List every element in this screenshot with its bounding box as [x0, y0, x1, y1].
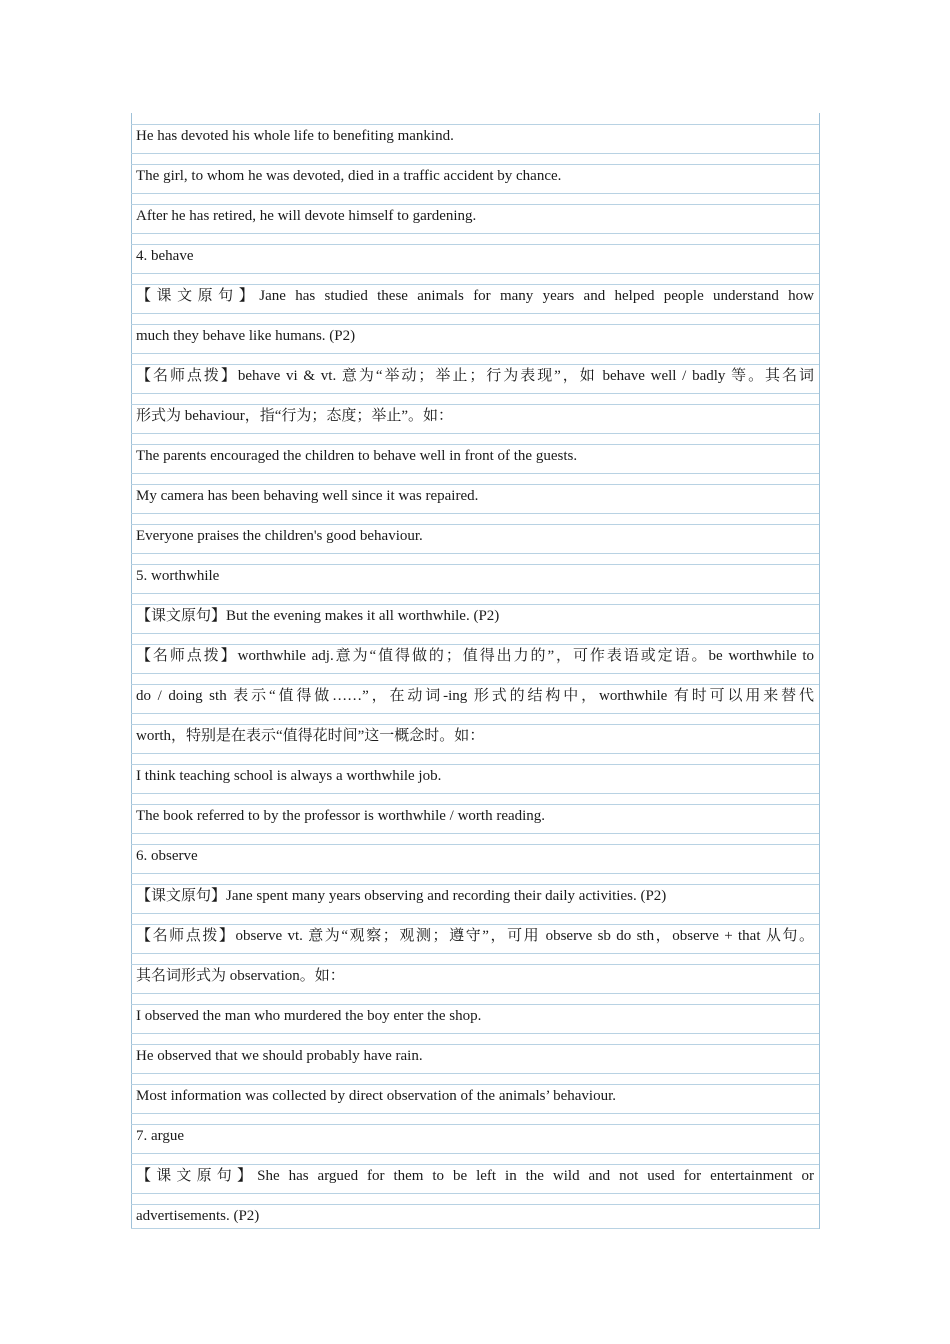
teacher-note-cont: 形式为 behaviour，指“行为；态度；举止”。如：: [136, 408, 454, 424]
rule-line: [131, 284, 819, 285]
rule-line: [131, 353, 819, 354]
rule-line: [131, 924, 819, 925]
rule-line: [131, 1153, 819, 1154]
original-sentence-cont: advertisements. (P2): [136, 1208, 260, 1224]
example-sentence: He has devoted his whole life to benefiting mankind.: [136, 128, 454, 144]
rule-line: [131, 1113, 819, 1114]
rule-line: [131, 1084, 819, 1085]
rule-line: [131, 993, 819, 994]
example-sentence: After he has retired, he will devote himself to gardening.: [136, 208, 477, 224]
rule-line: [131, 764, 819, 765]
rule-line: [131, 833, 819, 834]
example-sentence: Most information was collected by direct observation of the animals’ behaviour.: [136, 1088, 617, 1104]
rule-line: [131, 964, 819, 965]
vocab-heading: 7. argue: [136, 1128, 185, 1144]
rule-line: [131, 1044, 819, 1045]
teacher-note: 【名师点拨】worthwhile adj.意为“值得做的；值得出力的”，可作表语或定语。be worthwhile to: [136, 648, 814, 664]
rule-line: [131, 644, 819, 645]
example-sentence: I think teaching school is always a worthwhile job.: [136, 768, 442, 784]
rule-line: [131, 884, 819, 885]
example-sentence: He observed that we should probably have rain.: [136, 1048, 423, 1064]
rule-line: [131, 364, 819, 365]
rule-line: [131, 124, 819, 125]
teacher-note-cont: do / doing sth 表示“值得做……”，在动词-ing 形式的结构中，worthwhile 有时可以用来替代: [136, 688, 814, 704]
rule-line: [131, 684, 819, 685]
example-sentence: The parents encouraged the children to behave well in front of the guests.: [136, 448, 578, 464]
teacher-note-cont: 其名词形式为 observation。如：: [136, 968, 345, 984]
rule-line: [131, 484, 819, 485]
rule-line: [131, 673, 819, 674]
vocab-heading: 5. worthwhile: [136, 568, 220, 584]
rule-line: [131, 1073, 819, 1074]
example-sentence: Everyone praises the children's good behaviour.: [136, 528, 423, 544]
rule-line: [131, 444, 819, 445]
rule-line: [131, 164, 819, 165]
rule-line: [131, 1033, 819, 1034]
rule-line: [131, 324, 819, 325]
example-sentence: The girl, to whom he was devoted, died in a traffic accident by chance.: [136, 168, 562, 184]
teacher-note-cont: worth，特别是在表示“值得花时间”这一概念时。如：: [136, 728, 485, 744]
rule-line: [131, 513, 819, 514]
rule-line: [131, 1164, 819, 1165]
rule-line: [131, 1124, 819, 1125]
vocab-heading: 6. observe: [136, 848, 198, 864]
rule-line: [131, 1204, 819, 1205]
rule-line: [131, 793, 819, 794]
original-sentence: 【课文原句】She has argued for them to be left in the wild and not used for entertainment or: [136, 1168, 814, 1184]
rule-line: [131, 873, 819, 874]
rule-line: [131, 753, 819, 754]
rule-line: [131, 233, 819, 234]
rule-line: [131, 473, 819, 474]
rule-line: [131, 273, 819, 274]
rule-line: [131, 953, 819, 954]
rule-line: [131, 593, 819, 594]
original-sentence-cont: much they behave like humans. (P2): [136, 328, 356, 344]
original-sentence: 【课文原句】Jane spent many years observing and recording their daily activities. (P2): [136, 888, 667, 904]
rule-line: [131, 1228, 819, 1229]
rule-line: [131, 804, 819, 805]
rule-line: [131, 204, 819, 205]
teacher-note: 【名师点拨】behave vi & vt. 意为“举动；举止；行为表现”，如 behave well / badly 等。其名词: [136, 368, 814, 384]
rule-line: [131, 244, 819, 245]
example-sentence: I observed the man who murdered the boy enter the shop.: [136, 1008, 482, 1024]
rule-line: [131, 713, 819, 714]
rule-line: [131, 564, 819, 565]
rule-line: [131, 633, 819, 634]
rule-line: [131, 1004, 819, 1005]
rule-line: [131, 433, 819, 434]
original-sentence: 【课文原句】Jane has studied these animals for many years and helped people understand how: [136, 288, 814, 304]
rule-line: [131, 524, 819, 525]
rule-line: [131, 553, 819, 554]
example-sentence: My camera has been behaving well since it was repaired.: [136, 488, 479, 504]
rule-line: [131, 844, 819, 845]
rule-line: [131, 393, 819, 394]
example-sentence: The book referred to by the professor is worthwhile / worth reading.: [136, 808, 546, 824]
rule-line: [131, 913, 819, 914]
rule-line: [131, 724, 819, 725]
original-sentence: 【课文原句】But the evening makes it all worthwhile. (P2): [136, 608, 500, 624]
rule-line: [131, 193, 819, 194]
teacher-note: 【名师点拨】observe vt. 意为“观察；观测；遵守”，可用 observe sb do sth，observe + that 从句。: [136, 928, 814, 944]
rule-line: [131, 153, 819, 154]
rule-line: [131, 404, 819, 405]
rule-line: [131, 1193, 819, 1194]
vocab-heading: 4. behave: [136, 248, 194, 264]
rule-line: [131, 313, 819, 314]
rule-line: [131, 604, 819, 605]
